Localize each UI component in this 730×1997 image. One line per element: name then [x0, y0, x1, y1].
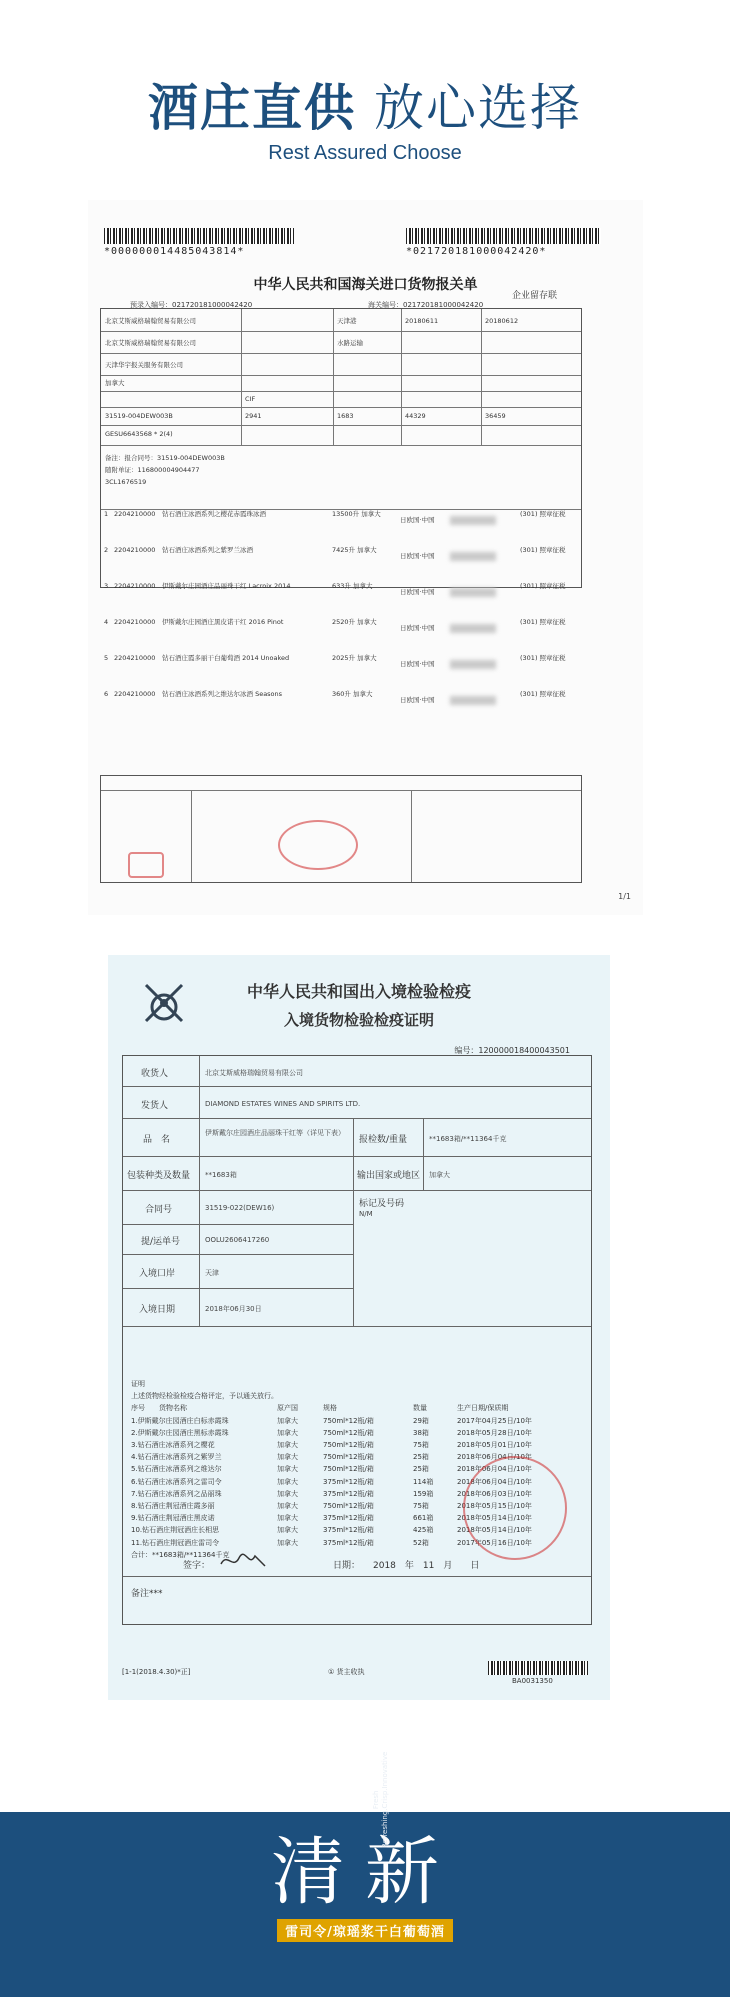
- agent-cell: 天津华宇报关服务有限公司: [105, 361, 183, 369]
- goods-item: [100, 654, 582, 690]
- value-consignor: DIAMOND ESTATES WINES AND SPIRITS LTD.: [205, 1100, 361, 1108]
- inspection-certificate-scan: [108, 955, 610, 1700]
- item-no: 4: [104, 618, 109, 626]
- goods-items: [100, 510, 582, 726]
- header-subtitle: Rest Assured Choose: [268, 142, 462, 164]
- barcode-right: [406, 228, 601, 244]
- item-name: 伊斯戴尔庄园酒庄黑皮诺干红 2016 Pinot: [162, 618, 284, 626]
- item-name: 钻石酒庄冰酒系列之樱花赤霞珠冰酒: [162, 510, 266, 518]
- item-dest: 日欧国·中国: [400, 696, 435, 704]
- value-origin: 加拿大: [429, 1171, 450, 1179]
- label-hs: 报检数/重量: [359, 1135, 408, 1145]
- label-entry-port: 入境口岸: [139, 1269, 176, 1279]
- qty-cell: 2941: [245, 412, 262, 420]
- page-number: 1/1: [618, 892, 631, 901]
- note-row: 8.钻石酒庄荆冠酒庄霞多丽 加拿大 750ml*12瓶/箱 75箱 2018年05月15日/10年: [131, 1502, 532, 1511]
- item-cur: (301) 照章征税: [520, 582, 566, 590]
- item-no: 3: [104, 582, 109, 590]
- header-title: [0, 78, 730, 138]
- small-stamp: [128, 852, 164, 878]
- item-no: 6: [104, 690, 109, 698]
- item-dest: 日欧国·中国: [400, 516, 435, 524]
- label-contract: 合同号: [145, 1205, 173, 1215]
- gross-cell: 44329: [405, 412, 426, 420]
- note-row: 3.钻石酒庄冰酒系列之樱花 加拿大 750ml*12瓶/箱 75箱 2018年05月01日/10年: [131, 1441, 532, 1450]
- item-qty: 360升 加拿大: [332, 690, 373, 698]
- customs-title: 中华人民共和国海关进口货物报关单: [253, 277, 478, 293]
- value-product: 伊斯戴尔庄园酒庄品丽珠干红等（详见下表）: [205, 1129, 345, 1137]
- note-row: 10.钻石酒庄荆冠酒庄长相思 加拿大 375ml*12瓶/箱 425箱 2018年05月14日/10年: [131, 1526, 532, 1535]
- note-row: 6.钻石酒庄冰酒系列之雷司令 加拿大 375ml*12瓶/箱 114箱 2018年06月04日/10年: [131, 1477, 532, 1486]
- note-title: 证明: [131, 1380, 145, 1388]
- pre-entry-no: 预录入编号：021720181000042420: [130, 301, 253, 309]
- label-product: 品 名: [143, 1135, 171, 1145]
- customs-no: 海关编号：021720181000042420: [368, 301, 484, 309]
- item-code: 2204210000: [114, 546, 156, 554]
- cert-footer-left: [1-1(2018.4.30)*正]: [122, 1668, 191, 1676]
- header-title-light: 放心选择: [373, 79, 582, 137]
- item-no: 2: [104, 546, 109, 554]
- item-code: 2204210000: [114, 690, 156, 698]
- barcode-right-text: *021720181000042420*: [406, 246, 547, 257]
- brand-footer: [0, 1751, 730, 1997]
- value-consignee: 北京艾斯威格瑞翰贸易有限公司: [205, 1069, 303, 1077]
- item-no: 1: [104, 510, 109, 518]
- value-contract: 31519-022(DEW16): [205, 1204, 275, 1212]
- customs-stamp: [278, 820, 358, 870]
- corner-label: 企业留存联: [512, 291, 558, 301]
- item-cur: (301) 照章征税: [520, 690, 566, 698]
- note-header: 序号 货物名称 原产国 规格 数量 生产日期/保质期: [131, 1404, 509, 1413]
- item-qty: 633升 加拿大: [332, 582, 373, 590]
- label-consignee: 收货人: [141, 1069, 169, 1079]
- note-row: 7.钻石酒庄冰酒系列之品丽珠 加拿大 375ml*12瓶/箱 159箱 2018年06月03日/10年: [131, 1489, 532, 1498]
- item-name: 钻石酒庄冰酒系列之紫罗兰冰酒: [162, 546, 253, 554]
- label-consignor: 发货人: [141, 1101, 169, 1111]
- date1-cell: 20180611: [405, 317, 439, 325]
- certificate-subtitle: 入境货物检验检疫证明: [283, 1011, 434, 1029]
- value-entry-port: 天津: [205, 1269, 219, 1277]
- item-cur: (301) 照章征税: [520, 654, 566, 662]
- note-intro: 上述货物经检验检疫合格评定，予以通关放行。: [131, 1392, 278, 1401]
- header: [0, 78, 730, 165]
- item-dest: 日欧国·中国: [400, 588, 435, 596]
- label-origin: 输出国家或地区: [357, 1171, 421, 1181]
- net-cell: 36459: [485, 412, 506, 420]
- signature-label: 签字：: [183, 1561, 211, 1571]
- certificate-seal: [463, 1456, 567, 1560]
- item-name: 伊斯戴尔庄园酒庄品丽珠干红 Lacroix 2014: [162, 582, 291, 590]
- item-cur: (301) 照章征税: [520, 546, 566, 554]
- item-qty: 2025升 加拿大: [332, 654, 377, 662]
- port-cell: 天津港: [337, 317, 357, 325]
- contract-cell: 31519-004DEW003B: [105, 412, 173, 420]
- customs-declaration-scan: [88, 200, 643, 915]
- label-entry-date: 入境日期: [139, 1305, 176, 1315]
- packages-cell: 1683: [337, 412, 354, 420]
- owner-cell: 北京艾斯威格瑞翰贸易有限公司: [105, 339, 196, 347]
- note-row: 9.钻石酒庄荆冠酒庄黑皮诺 加拿大 375ml*12瓶/箱 661箱 2018年05月14日/10年: [131, 1514, 532, 1523]
- barcode-left-text: *000000014485043814*: [104, 246, 245, 257]
- certificate-table: [122, 1055, 592, 1625]
- item-dest: 日欧国·中国: [400, 660, 435, 668]
- date2-cell: 20180612: [485, 317, 519, 325]
- value-hs: **1683箱/**11364千克: [429, 1135, 507, 1143]
- note-total: 合计：**1683箱/**11364千克: [131, 1550, 230, 1559]
- cert-barcode: [488, 1661, 588, 1675]
- goods-item: [100, 510, 582, 546]
- item-cur: (301) 照章征税: [520, 618, 566, 626]
- barcode-left: [104, 228, 294, 244]
- container-cell: GESU6643568 * 2(4): [105, 430, 173, 438]
- goods-item: [100, 618, 582, 654]
- item-qty: 2520升 加拿大: [332, 618, 377, 626]
- item-code: 2204210000: [114, 510, 156, 518]
- certificate-title: 中华人民共和国出入境检验检疫: [246, 982, 471, 1001]
- item-cur: (301) 照章征税: [520, 510, 566, 518]
- item-code: 2204210000: [114, 654, 156, 662]
- certificate-remark: 备注***: [131, 1589, 163, 1599]
- terms-cell: CIF: [245, 395, 256, 403]
- value-entry-date: 2018年06月30日: [205, 1305, 262, 1313]
- certificate-number: 编号：120000018400043501: [454, 1046, 570, 1055]
- cert-barcode-text: BA0031350: [512, 1677, 553, 1685]
- value-bl: OOLU2606417260: [205, 1236, 270, 1244]
- item-qty: 13500升 加拿大: [332, 510, 381, 518]
- label-marks: 标记及号码: [359, 1199, 405, 1209]
- note-row: 4.钻石酒庄冰酒系列之紫罗兰 加拿大 750ml*12瓶/箱 25箱 2018年06月04日/10年: [131, 1453, 532, 1462]
- item-code: 2204210000: [114, 582, 156, 590]
- item-code: 2204210000: [114, 618, 156, 626]
- value-package: **1683箱: [205, 1171, 237, 1179]
- date-value: 2018 年 11 月 日: [373, 1561, 480, 1571]
- note-row: 2.伊斯戴尔庄园酒庄黑标赤霞珠 加拿大 750ml*12瓶/箱 38箱 2018年05月28日/10年: [131, 1428, 532, 1437]
- item-dest: 日欧国·中国: [400, 552, 435, 560]
- header-title-bold: 酒庄直供: [148, 79, 357, 137]
- label-package: 包装种类及数量: [127, 1171, 191, 1181]
- note-row: 5.钻石酒庄冰酒系列之维达尔 加拿大 750ml*12瓶/箱 25箱 2018年06月04日/10年: [131, 1465, 532, 1474]
- note-row: 1.伊斯戴尔庄园酒庄白标赤霞珠 加拿大 750ml*12瓶/箱 29箱 2017年04月25日/10年: [131, 1416, 532, 1425]
- brand-tagline: 雷司令/琼瑶浆干白葡萄酒: [277, 1919, 453, 1942]
- goods-item: [100, 690, 582, 726]
- cert-footer-center: ① 货主收执: [328, 1668, 365, 1676]
- brand-side-text: Fresh Refreshing.Crisp.Innovative: [372, 1751, 389, 1848]
- date-label: 日期：: [333, 1561, 361, 1571]
- remarks-line2: 随附单证：116800004904477: [105, 466, 200, 474]
- item-dest: 日欧国·中国: [400, 624, 435, 632]
- value-marks: N/M: [359, 1210, 373, 1218]
- goods-item: [100, 582, 582, 618]
- goods-item: [100, 546, 582, 582]
- importer-cell: 北京艾斯威格瑞翰贸易有限公司: [105, 317, 196, 325]
- item-name: 钻石酒庄冰酒系列之维达尔冰酒 Seasons: [162, 690, 283, 698]
- item-name: 钻石酒庄霞多丽干白葡萄酒 2014 Unoaked: [162, 654, 290, 662]
- remarks-line1: 备注：报合同号：31519-004DEW003B: [105, 454, 225, 462]
- note-row: 11.钻石酒庄荆冠酒庄雷司令 加拿大 375ml*12瓶/箱 52箱 2017年05月16日/10年: [131, 1538, 532, 1547]
- country-cell: 加拿大: [105, 379, 125, 387]
- brand-logo: [0, 1751, 730, 1942]
- remarks-line3: 3CL1676519: [105, 478, 147, 486]
- label-bl: 提/运单号: [141, 1237, 181, 1247]
- item-qty: 7425升 加拿大: [332, 546, 377, 554]
- signature-mark: [219, 1550, 267, 1572]
- brand-name: 清新: [271, 1829, 459, 1915]
- transport-cell: 水路运输: [337, 339, 363, 347]
- item-no: 5: [104, 654, 109, 662]
